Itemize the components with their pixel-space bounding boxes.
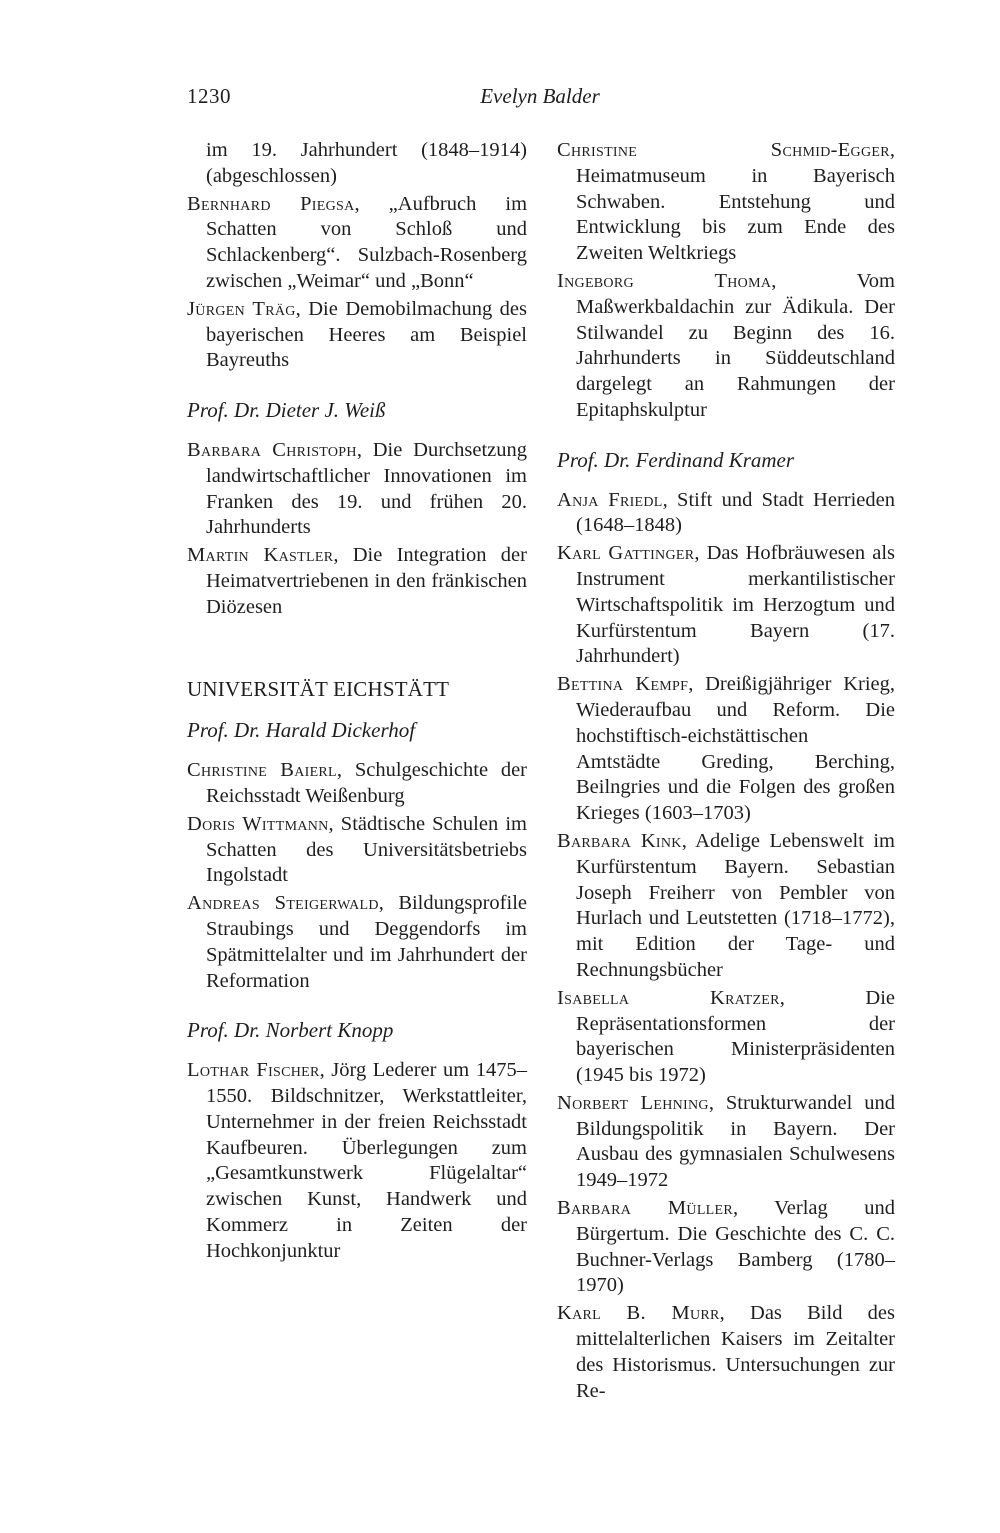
list-item [557, 986, 895, 1089]
entry-title: , Stift und Stadt Herrieden (1648–1848) [576, 488, 895, 537]
entry-author: Martin Kastler [187, 544, 334, 567]
list-item [557, 138, 895, 267]
entry-author: Andreas Steigerwald [187, 892, 379, 915]
entry-title: , Vom Maßwerkbaldachin zur Ädikula. Der Stilwandel zu Beginn des 16. Jahrhunderts in Süddeutschland dargelegt an Rahmungen der Epitaphskulptur [576, 269, 895, 421]
entry-title: , Die Demobilmachung des bayerischen Heeres am Beispiel Bayreuths [206, 297, 527, 372]
list-item [187, 438, 527, 541]
entry-title: , Die Integration der Heimatvertriebenen in den fränkischen Diözesen [206, 544, 527, 618]
running-head [187, 84, 893, 118]
entry-title: im 19. Jahrhundert (1848–1914) (abgeschlossen) [206, 139, 527, 187]
list-item [557, 488, 895, 540]
entry-author: Barbara Müller [557, 1197, 734, 1220]
entry-author: Barbara Christoph [187, 438, 357, 461]
list-item [557, 1196, 895, 1299]
running-title: Evelyn Balder [480, 84, 600, 108]
entry-author: Doris Wittmann [187, 812, 329, 835]
entry-title: , Heimatmuseum in Bayerisch Schwaben. Entstehung und Entwicklung bis zum Ende des Zweiten Weltkriegs [576, 139, 895, 265]
list-item [187, 758, 527, 810]
university-heading: UNIVERSITÄT EICHSTÄTT [187, 676, 450, 701]
list-item [187, 138, 527, 190]
list-item [187, 192, 527, 295]
list-item [187, 1058, 527, 1264]
entry-title: , Jörg Lederer um 1475–1550. Bildschnitzer, Werkstattleiter, Unternehmer in der freien Reichsstadt Kaufbeuren. Überlegungen zum „Gesamtkunstwerk Flügelaltar“ zwischen Kunst, Handwerk und Kommerz in Zeiten der Hochkonjunktur [206, 1059, 527, 1262]
entry-author: Anja Friedl [557, 488, 663, 511]
entry-author: Lothar Fischer [187, 1059, 320, 1082]
list-item [187, 891, 527, 994]
entry-title: , Schulgeschichte der Reichsstadt Weißenburg [206, 759, 527, 807]
entry-title: , Adelige Lebenswelt im Kurfürstentum Bayern. Sebastian Joseph Freiherr von Pembler von Hurlach und Leutstetten (1718–1772), mit Edition der Tage- und Rechnungsbücher [576, 829, 895, 981]
list-item [557, 269, 895, 424]
entry-title: , Die Repräsentationsformen der bayerischen Ministerpräsidenten (1945 bis 1972) [576, 986, 895, 1087]
left-column [187, 138, 527, 1266]
entry-author: Bernhard Piegsa [187, 192, 355, 215]
entry-author: Karl B. Murr [557, 1302, 720, 1325]
list-item [557, 829, 895, 984]
page-number: 1230 [187, 84, 231, 108]
entry-title: , „Aufbruch im Schatten von Schloß und Schlackenberg“. Sulzbach-Rosenberg zwischen „Weimar“ und „Bonn“ [206, 192, 528, 292]
entry-title: , Städtische Schulen im Schatten des Universitätsbetriebs Ingolstadt [206, 812, 527, 887]
professor-heading: Prof. Dr. Ferdinand Kramer [557, 447, 795, 472]
entry-title: , Strukturwandel und Bildungspolitik in Bayern. Der Ausbau des gymnasialen Schulwesens 1949–1972 [576, 1091, 895, 1192]
list-item [557, 672, 895, 827]
entry-author: Isabella Kratzer [557, 986, 780, 1009]
entry-author: Ingeborg Thoma [557, 269, 772, 292]
list-item [187, 543, 527, 620]
professor-heading: Prof. Dr. Dieter J. Weiß [187, 398, 386, 423]
right-column [557, 138, 895, 1406]
list-item [187, 297, 527, 374]
entry-author: Jürgen Träg [187, 297, 296, 320]
entry-author: Norbert Lehning [557, 1091, 709, 1114]
professor-heading: Prof. Dr. Norbert Knopp [187, 1018, 394, 1043]
entry-author: Bettina Kempf [557, 673, 689, 696]
entry-title: , Das Bild des mittelalterlichen Kaisers im Zeitalter des Historismus. Untersuchungen zur Re- [576, 1302, 895, 1402]
entry-author: Christine Baierl [187, 759, 337, 782]
entry-title: , Die Durchsetzung landwirtschaftlicher Innovationen im Franken des 19. und frühen 20. Jahrhunderts [206, 438, 528, 539]
entry-title: , Das Hofbräuwesen als Instrument merkantilistischer Wirtschaftspolitik im Herzogtum und Kurfürstentum Bayern (17. Jahrhundert) [576, 542, 895, 668]
entry-author: Karl Gattinger [557, 542, 695, 565]
list-item [557, 541, 895, 670]
entry-title: , Bildungsprofile Straubings und Deggendorfs im Spätmittelalter und im Jahrhundert der Reformation [206, 892, 527, 992]
entry-author: Christine Schmid-Egger [557, 139, 890, 161]
entry-author: Barbara Kink [557, 829, 682, 852]
list-item [187, 812, 527, 889]
list-item [557, 1301, 895, 1404]
list-item [557, 1091, 895, 1194]
entry-title: , Dreißigjähriger Krieg, Wiederaufbau und Reform. Die hochstiftisch-eichstättischen Amtstädte Greding, Berching, Beilngries und die Folgen des großen Krieges (1603–1703) [576, 673, 895, 825]
professor-heading: Prof. Dr. Harald Dickerhof [187, 718, 416, 743]
entry-title: , Verlag und Bürgertum. Die Geschichte des C. C. Buchner-Verlags Bamberg (1780–1970) [576, 1197, 895, 1297]
